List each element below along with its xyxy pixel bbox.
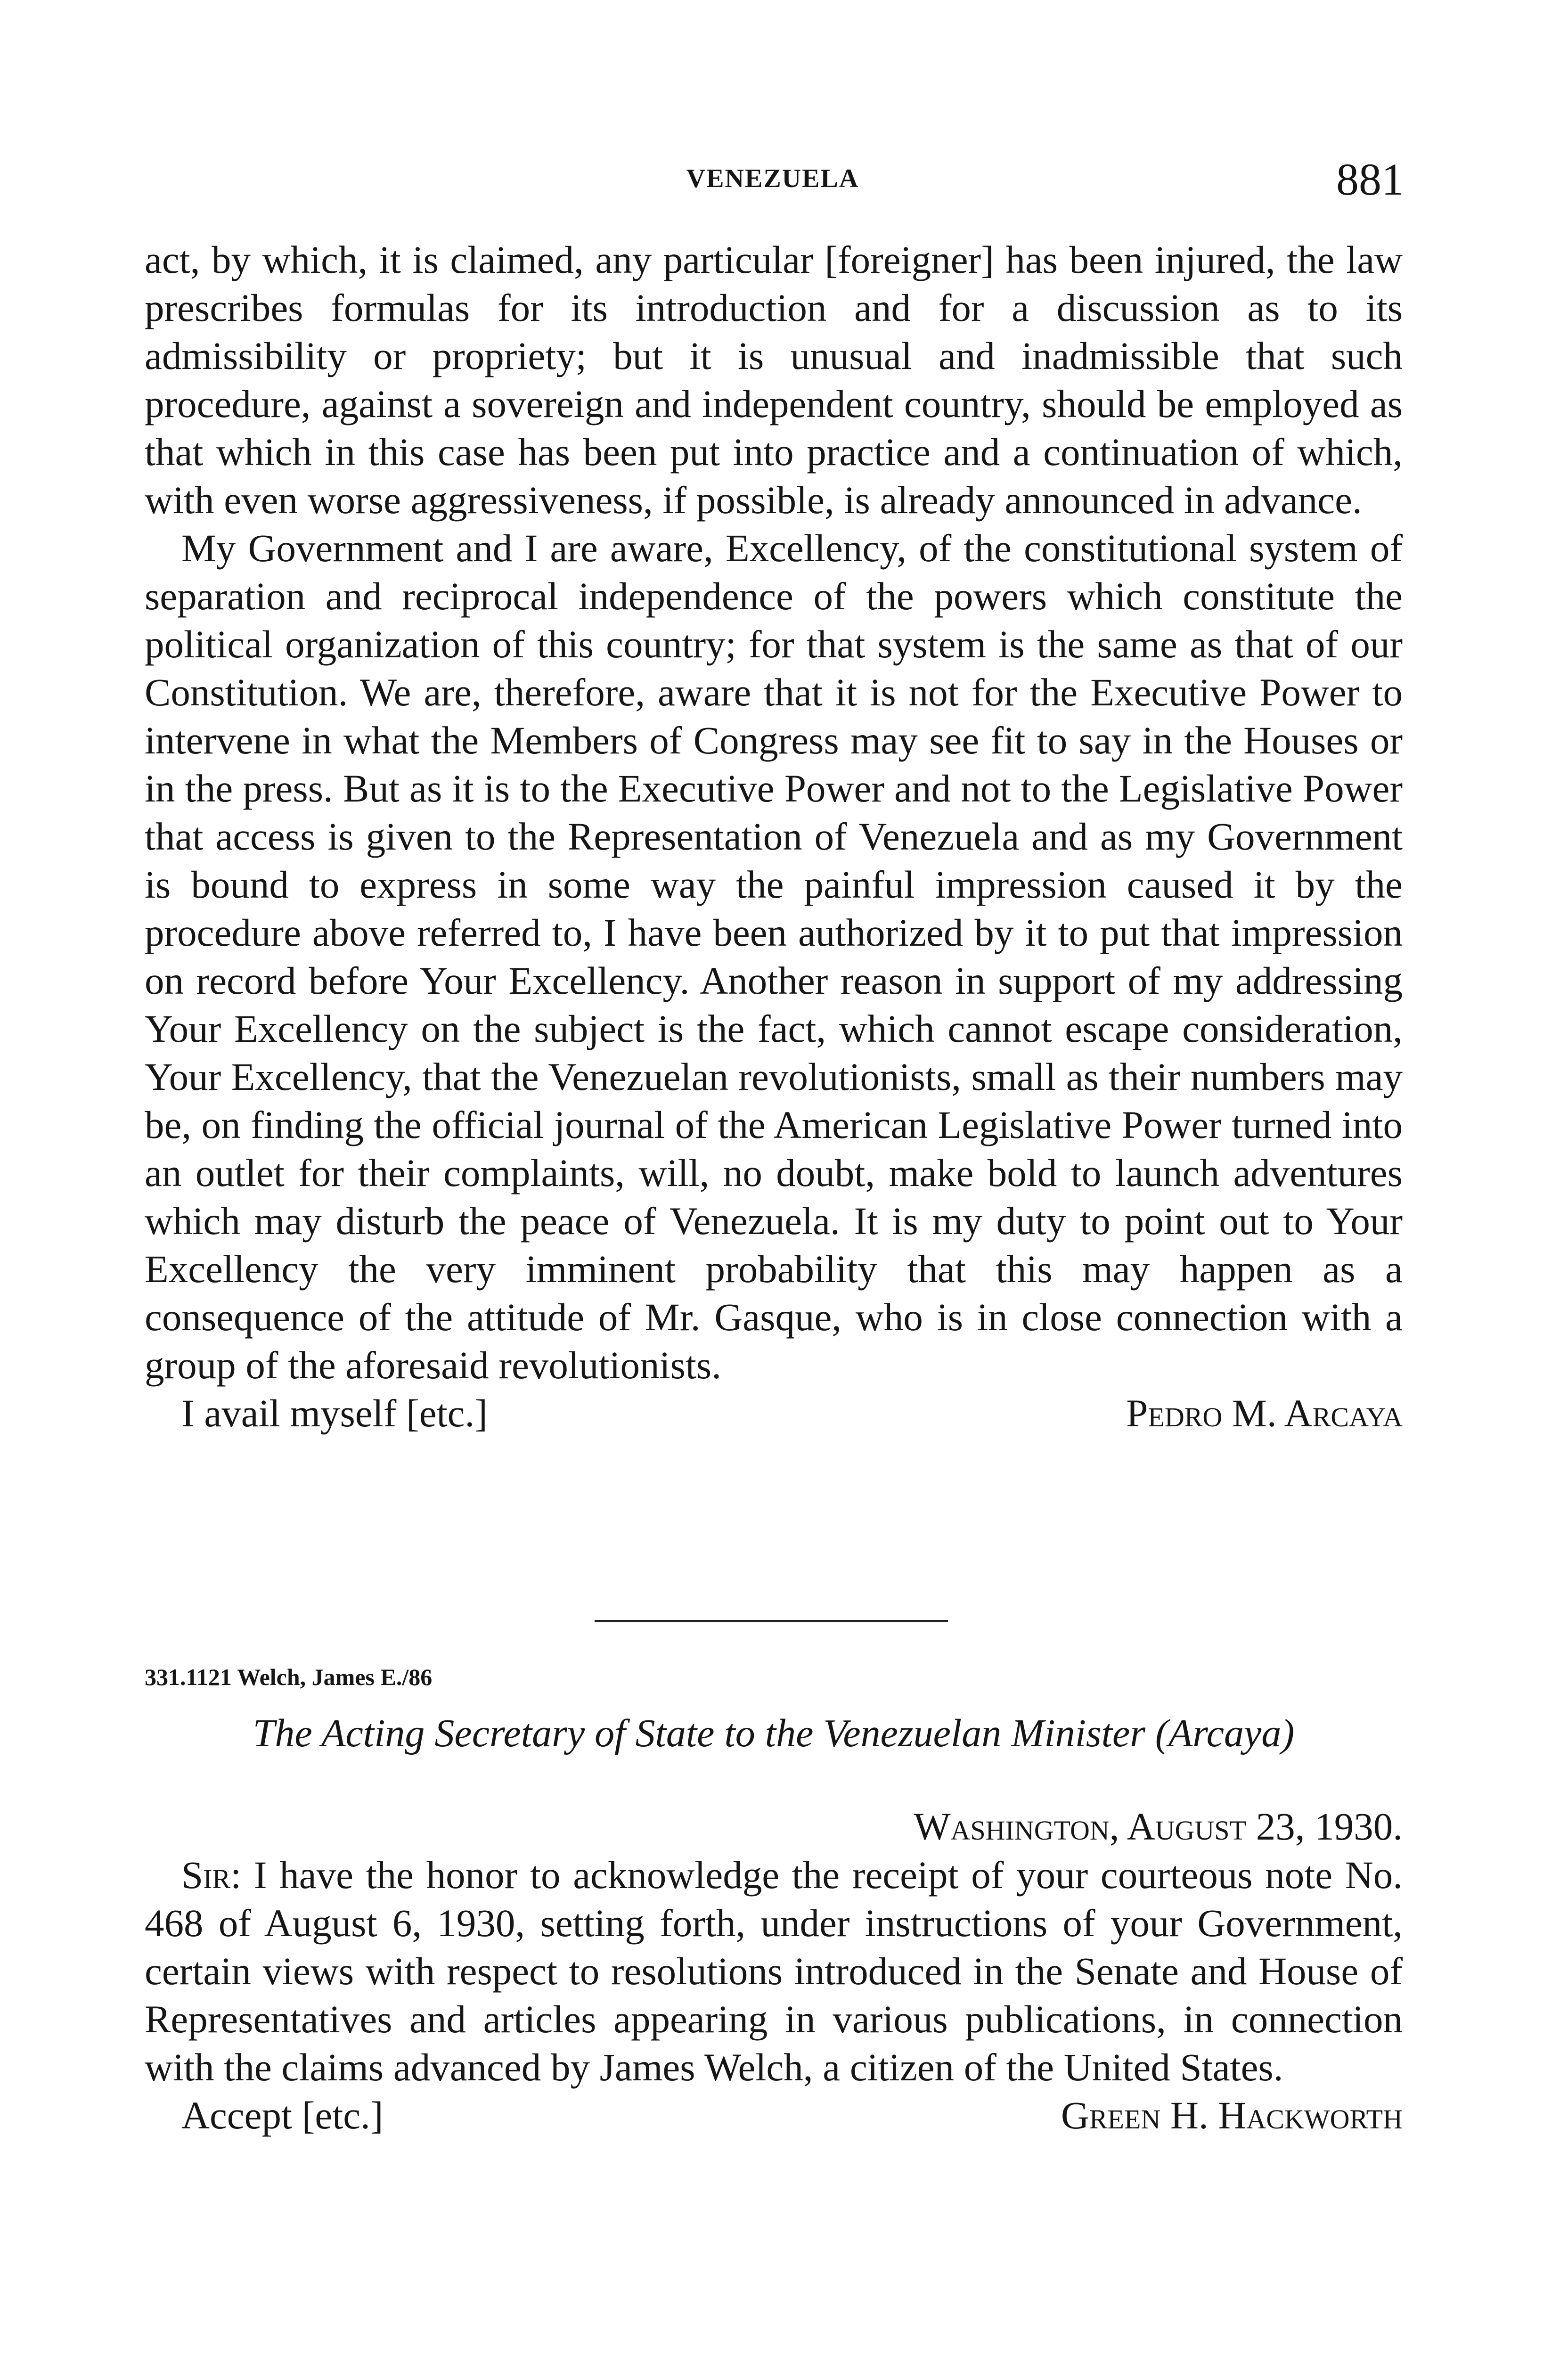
running-head-title: VENEZUELA [686,164,859,193]
paragraph-government-aware: My Government and I are aware, Excellency, of the constitutional system of separation and reciprocal independence of the powers which constitute the political organization of this country; for that system is the same as that of our Constitution. We are, therefore, aware that it is not for the Executive Power to intervene in what the Members of Congress may see fit to say in the Houses or in the press. But as it is to the Executive Power and not to the Legislative Power that access is given to the Representation of Venezuela and as my Government is bound to express in some way the painful impression caused it by the procedure above referred to, I have been authorized by it to put that impression on record before Your Excellency. Another reason in support of my addressing Your Excellency on the subject is the fact, which cannot escape consideration, Your Excellency, that the Venezuelan revolutionists, small as their numbers may be, on finding the official journal of the American Legislative Power turned into an outlet for their complaints, will, no doubt, make bold to launch adventures which may disturb the peace of Venezuela. It is my duty to point out to Your Excellency the very imminent probability that this may happen as a consequence of the attitude of Mr. Gasque, who is in close connection with a group of the aforesaid revolutionists. [145,526,1403,1387]
acknowledgement-text: I have the honor to acknowledge the receipt of your courteous note No. 468 of August 6, 1930, setting forth, under instructions of your Government, certain views with respect to resolutions introduced in the Senate and House of Representatives and articles appearing in various publications, in connection with the claims advanced by James Welch, a citizen of the United States. [145,1853,1403,2089]
closing-line-arcaya [145,1389,1403,1437]
salutation: Sir: [181,1853,242,1897]
closing-line-hackworth [145,2091,1403,2139]
page-number: 881 [1336,154,1404,205]
closing-formula-2: Accept [etc.] [181,2094,384,2137]
letter-arcaya [145,236,1403,1437]
section-divider [595,1620,948,1622]
paragraph-acknowledgement [145,1851,1403,2091]
closing-formula: I avail myself [etc.] [181,1391,488,1435]
paragraph-continuation: act, by which, it is claimed, any particular [foreigner] has been injured, the law prescribes formulas for its introduction and for a discussion as to its admissibility or propriety; but it is unusual and inadmissible that such procedure, against a sovereign and independent country, should be employed as that which in this case has been put into practice and a continuation of which, with even worse aggressiveness, if possible, is already announced in advance. [145,238,1403,522]
document-heading: The Acting Secretary of State to the Venezuelan Minister (Arcaya) [253,1711,1295,1755]
signature-arcaya: Pedro M. Arcaya [1126,1391,1403,1435]
dateline: Washington, August 23, 1930. [914,1805,1403,1848]
letter-hackworth [145,1851,1403,2139]
signature-hackworth: Green H. Hackworth [1061,2094,1403,2137]
file-reference: 331.1121 Welch, James E./86 [145,1664,433,1690]
running-head [141,153,1404,210]
